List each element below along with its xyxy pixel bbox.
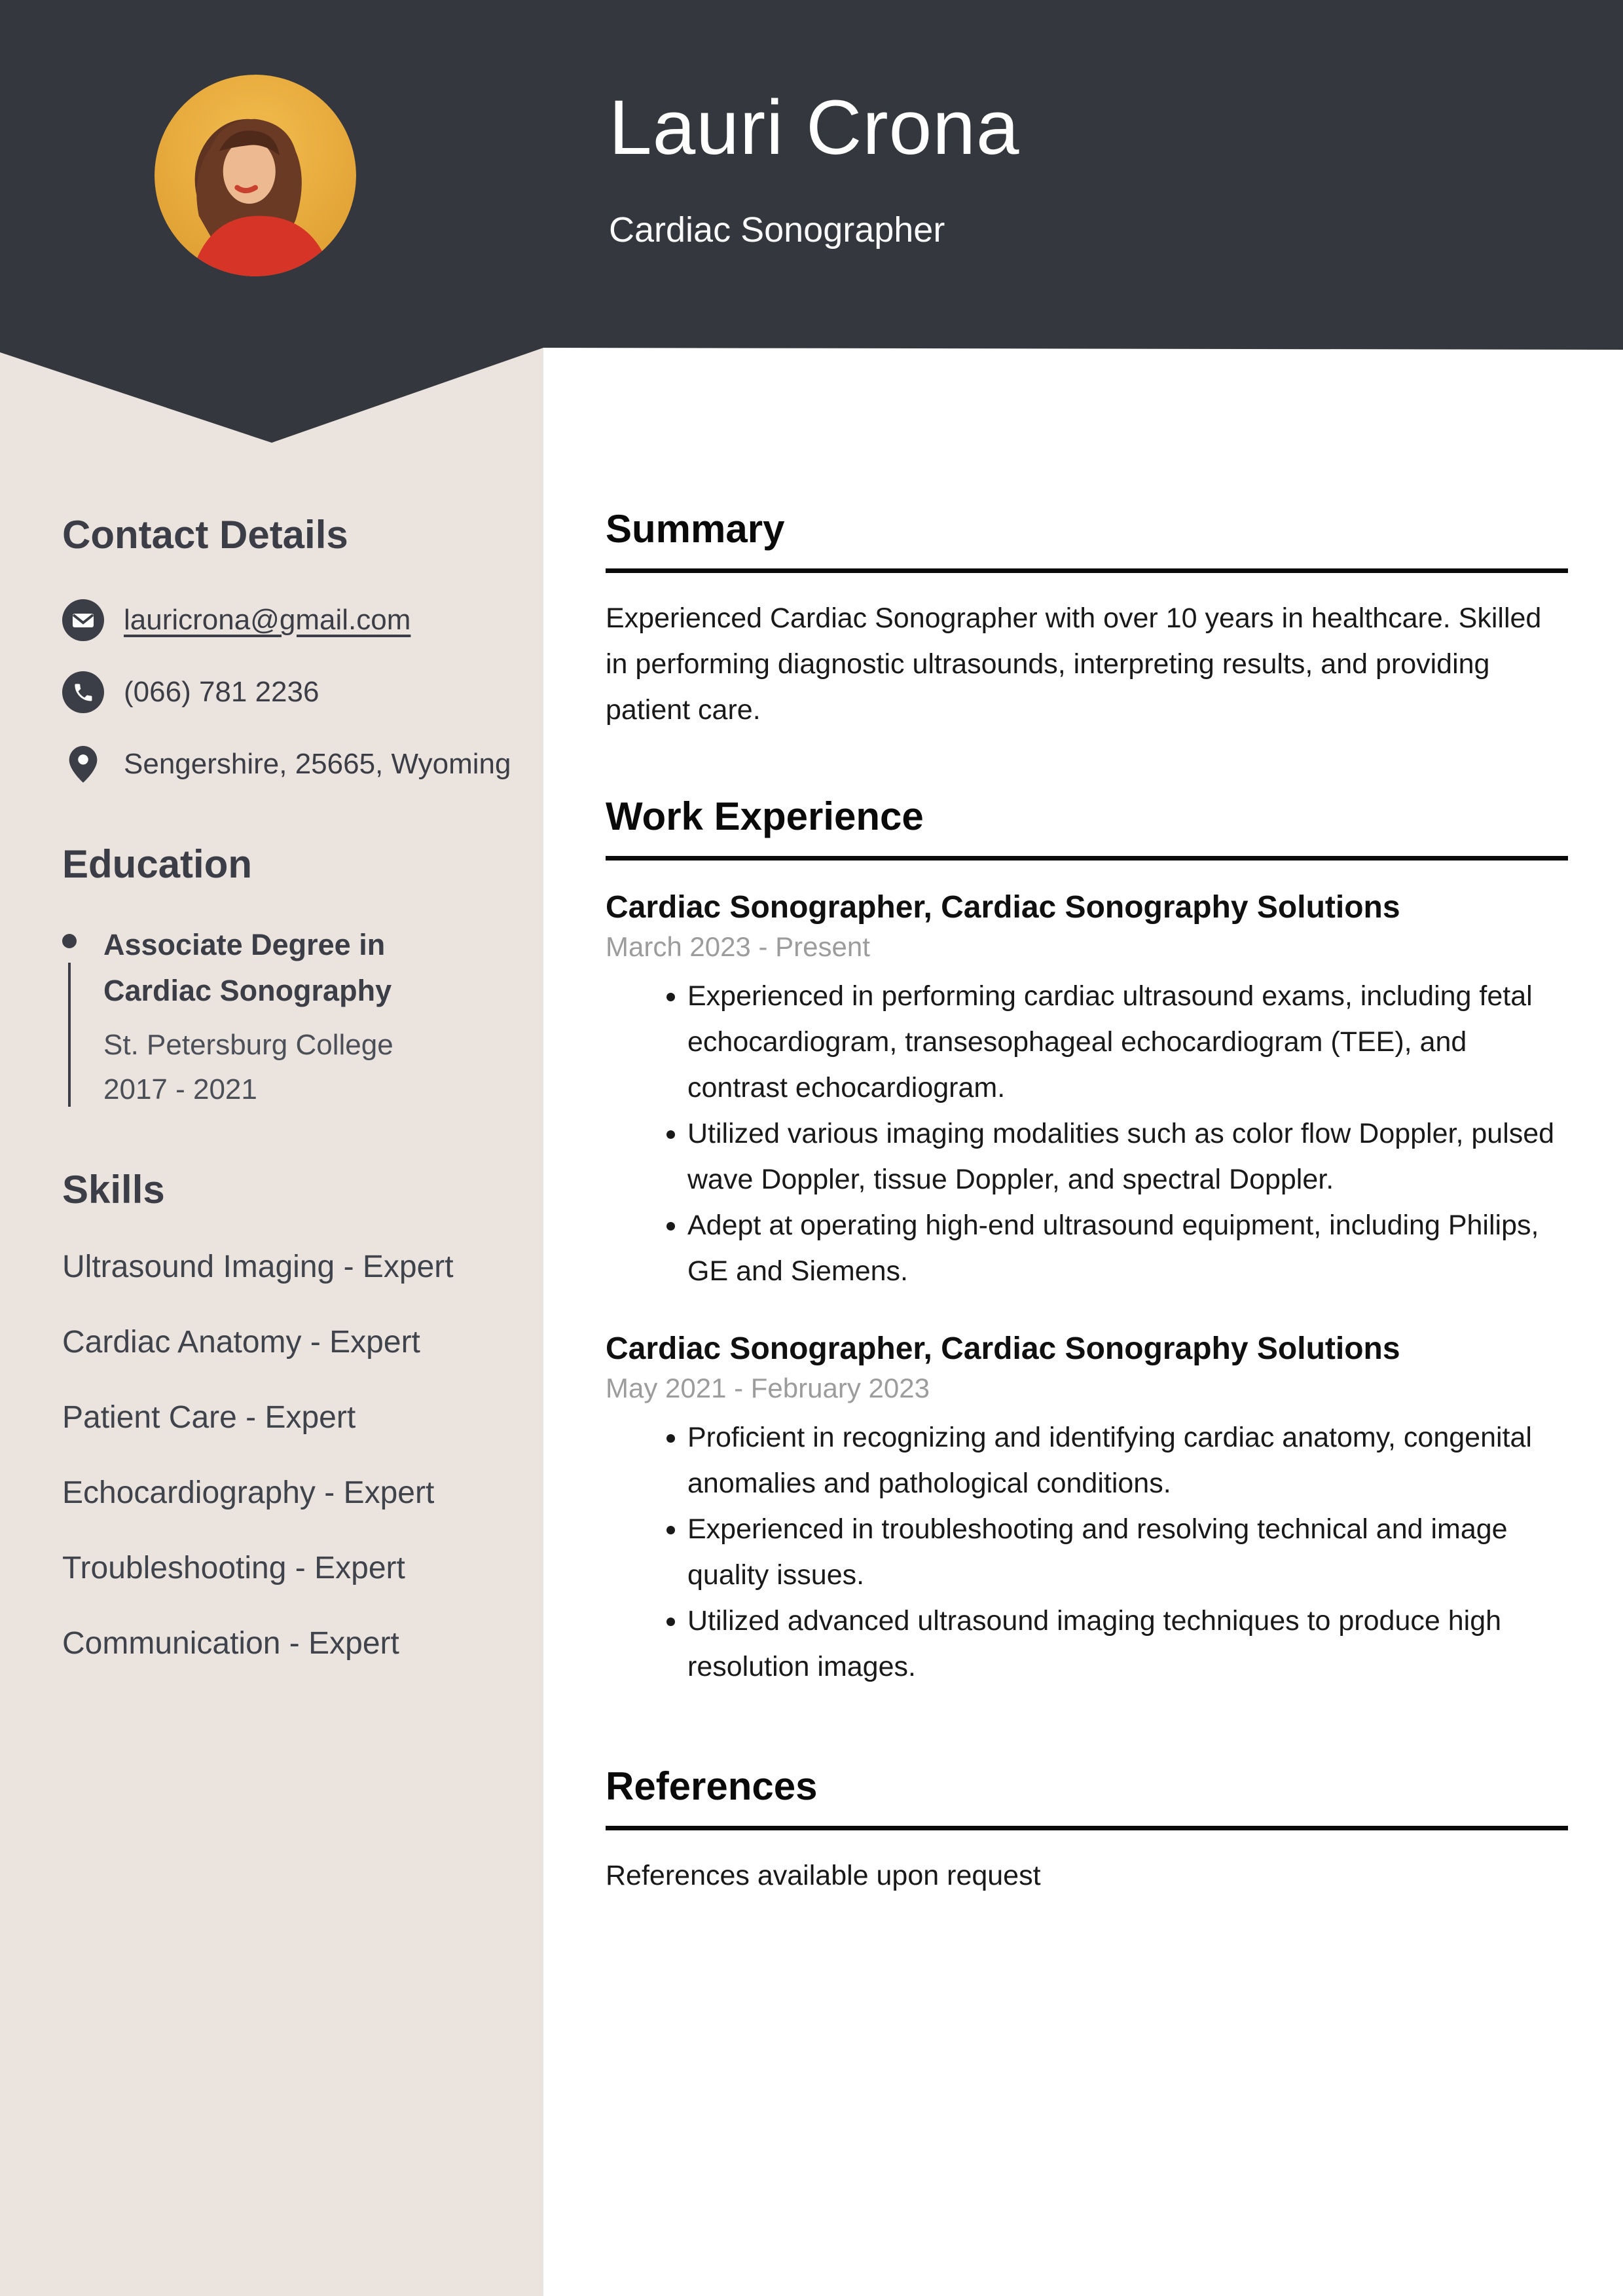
job-bullet: • Proficient in recognizing and identifying cardiac anatomy, congenital anomalies and pathological conditions.: [687, 1415, 1568, 1506]
summary-section: [606, 506, 1568, 733]
job-bullet: • Experienced in performing cardiac ultrasound exams, including fetal echocardiogram, transesophageal echocardiogram (TEE), and contrast echocardiogram.: [687, 973, 1568, 1111]
person-job-title: Cardiac Sonographer: [609, 210, 945, 250]
location-icon: [62, 743, 104, 785]
job-dates: May 2021 - February 2023: [606, 1373, 930, 1403]
education-entry: [62, 922, 494, 1112]
skills-section: [62, 1167, 494, 1661]
education-dates: 2017 - 2021: [103, 1073, 257, 1105]
skill-item: Ultrasound Imaging - Expert: [62, 1249, 454, 1284]
work-experience-section: [606, 793, 1568, 1690]
location-text: Sengershire, 25665, Wyoming: [124, 748, 511, 780]
contact-row-email: [62, 599, 494, 641]
contact-row-location: [62, 743, 511, 785]
summary-text: Experienced Cardiac Sonographer with over 10 years in healthcare. Skilled in performing diagnostic ultrasounds, interpreting results, and providing patient care.: [606, 602, 1542, 726]
job-entry: [606, 888, 1568, 1294]
job-bullet-list: [606, 1415, 1568, 1690]
education-entry-text: [103, 922, 494, 1112]
contact-section: [62, 512, 511, 785]
job-dates: March 2023 - Present: [606, 931, 870, 962]
person-name: Lauri Crona: [609, 84, 1020, 171]
job-bullet: • Adept at operating high-end ultrasound equipment, including Philips, GE and Siemens.: [687, 1202, 1568, 1294]
job-bullet: • Utilized advanced ultrasound imaging techniques to produce high resolution images.: [687, 1598, 1568, 1690]
sidebar-content: [62, 512, 511, 1701]
portrait-illustration: [155, 75, 356, 276]
job-bullet: • Utilized various imaging modalities such as color flow Doppler, pulsed wave Doppler, tissue Doppler, and spectral Doppler.: [687, 1111, 1568, 1202]
contact-rows: [62, 599, 511, 785]
job-entry: [606, 1329, 1568, 1690]
skill-item: Patient Care - Expert: [62, 1399, 356, 1435]
timeline-dot-icon: [62, 934, 77, 948]
profile-photo: [155, 75, 356, 276]
timeline-line: [68, 963, 71, 1107]
skill-item: Cardiac Anatomy - Expert: [62, 1324, 420, 1360]
education-heading: Education: [62, 842, 253, 886]
job-title: Cardiac Sonographer, Cardiac Sonography Solutions: [606, 890, 1400, 925]
skill-item: Troubleshooting - Expert: [62, 1550, 405, 1585]
education-section: [62, 842, 494, 1112]
skills-heading: Skills: [62, 1167, 165, 1212]
references-heading: References: [606, 1763, 1568, 1830]
main-content: [606, 506, 1568, 1898]
work-experience-heading: Work Experience: [606, 793, 1568, 861]
skill-item: Echocardiography - Expert: [62, 1475, 435, 1510]
email-icon: [62, 599, 104, 641]
references-text: References available upon request: [606, 1860, 1041, 1891]
job-bullet-list: [606, 973, 1568, 1294]
education-degree: Associate Degree in Cardiac Sonography: [103, 928, 392, 1007]
header-text: [609, 84, 1020, 250]
email-link[interactable]: lauricrona@gmail.com: [124, 604, 411, 636]
phone-icon: [62, 671, 104, 713]
phone-text: (066) 781 2236: [124, 676, 319, 708]
skills-list: [62, 1249, 494, 1661]
summary-heading: Summary: [606, 506, 1568, 573]
education-timeline: [62, 922, 103, 1112]
references-section: [606, 1763, 1568, 1898]
education-school: St. Petersburg College: [103, 1028, 393, 1061]
job-title: Cardiac Sonographer, Cardiac Sonography Solutions: [606, 1331, 1400, 1366]
job-bullet: • Experienced in troubleshooting and resolving technical and image quality issues.: [687, 1506, 1568, 1598]
contact-row-phone: [62, 671, 494, 713]
skill-item: Communication - Expert: [62, 1625, 399, 1661]
contact-heading: Contact Details: [62, 513, 348, 557]
